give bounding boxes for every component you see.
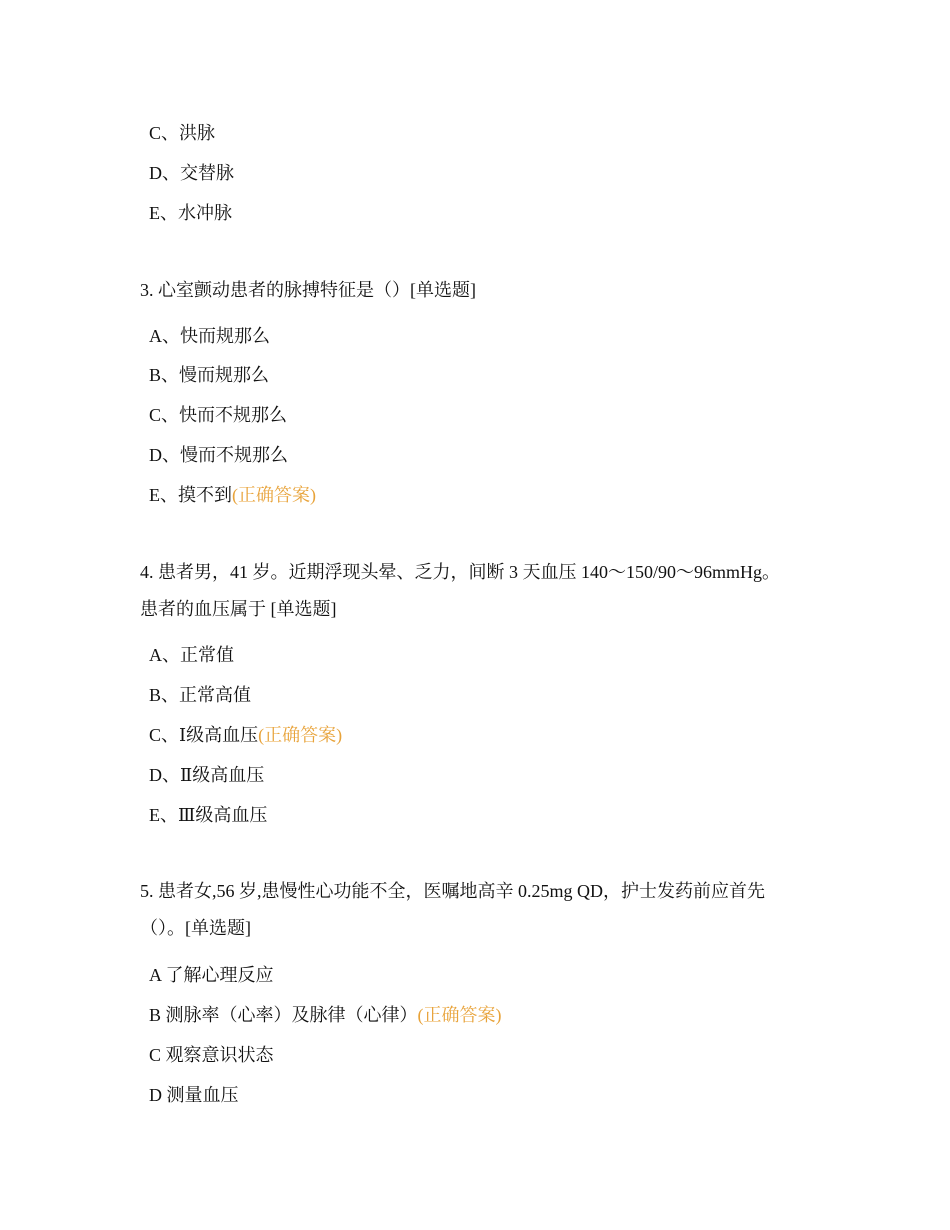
option-text: E、摸不到 xyxy=(149,485,232,505)
question-4-stem-line2: 患者的血压属于 [单选题] xyxy=(140,599,337,619)
question-4-stem-line1: 4. 患者男，41 岁。近期浮现头晕、乏力，间断 3 天血压 140～150/90～96mmHg。 xyxy=(140,562,780,582)
option-e: E、水冲脉 xyxy=(149,203,232,223)
question-4-option-d: D、Ⅱ级高血压 xyxy=(149,765,265,785)
correct-answer-mark: (正确答案) xyxy=(258,725,343,745)
question-5-option-a: A 了解心理反应 xyxy=(149,965,274,985)
question-5-option-c: C 观察意识状态 xyxy=(149,1045,274,1065)
correct-answer-mark: (正确答案) xyxy=(417,1005,502,1025)
question-3-stem: 3. 心室颤动患者的脉搏特征是（）[单选题] xyxy=(140,280,476,300)
question-3-option-c: C、快而不规那么 xyxy=(149,405,288,425)
question-3-option-a: A、快而规那么 xyxy=(149,326,270,346)
question-4-option-c xyxy=(149,723,342,747)
question-5-option-b xyxy=(149,1003,502,1027)
question-3-option-e xyxy=(149,483,316,507)
question-4-option-b: B、正常高值 xyxy=(149,685,252,705)
question-3-option-b: B、慢而规那么 xyxy=(149,365,270,385)
correct-answer-mark: (正确答案) xyxy=(232,485,316,505)
option-text: C、Ⅰ级高血压 xyxy=(149,725,259,745)
question-5-stem-line2: （）。[单选题] xyxy=(140,918,251,938)
option-d: D、交替脉 xyxy=(149,163,234,183)
question-4-option-a: A、正常值 xyxy=(149,645,234,665)
option-text: B 测脉率（心率）及脉律（心律） xyxy=(149,1005,418,1025)
question-3-option-d: D、慢而不规那么 xyxy=(149,445,288,465)
question-5-option-d: D 测量血压 xyxy=(149,1085,239,1105)
question-5-stem-line1: 5. 患者女,56 岁,患慢性心功能不全，医嘱地高辛 0.25mg QD，护士发药前应首先 xyxy=(140,881,765,901)
option-c: C、洪脉 xyxy=(149,123,216,143)
question-4-option-e: E、Ⅲ级高血压 xyxy=(149,805,268,825)
